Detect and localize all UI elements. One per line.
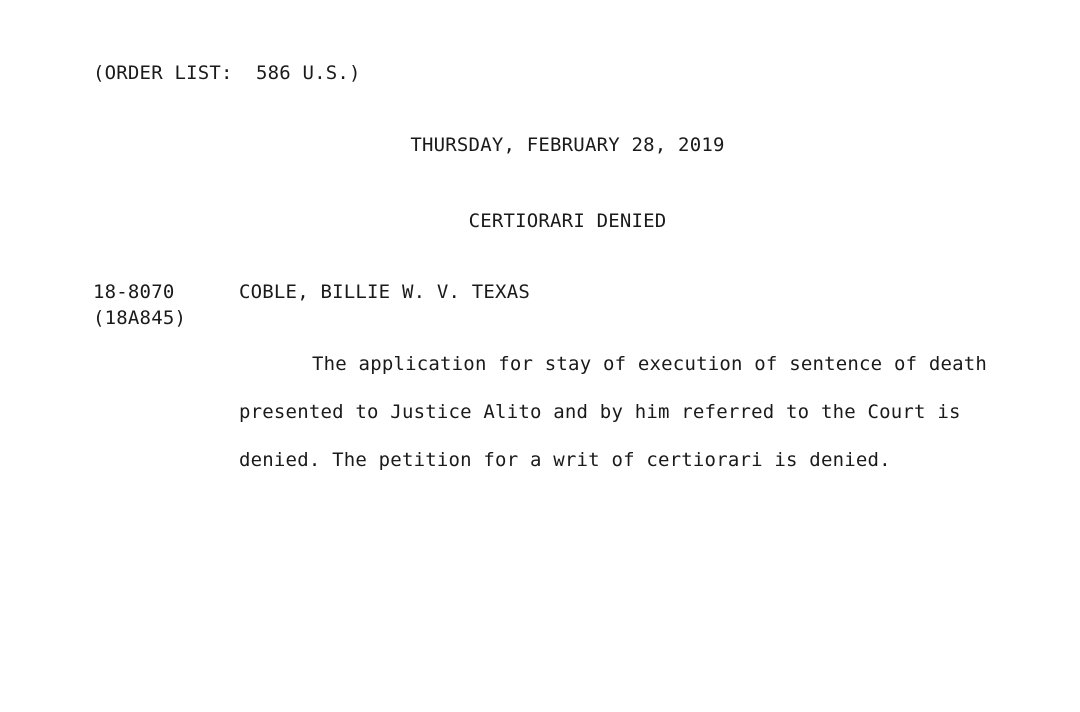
date-heading: THURSDAY, FEBRUARY 28, 2019 [410,134,725,156]
application-number: (18A845) [93,307,187,329]
docket-number: 18-8070 [93,281,175,303]
section-heading: CERTIORARI DENIED [468,210,667,232]
case-caption: COBLE, BILLIE W. V. TEXAS [239,281,530,303]
order-list-header: (ORDER LIST: 586 U.S.) [93,62,361,84]
order-text-line: denied. The petition for a writ of certiorari is denied. [239,449,891,471]
order-text-line: The application for stay of execution of sentence of death [312,353,988,375]
order-text-line: presented to Justice Alito and by him referred to the Court is [239,401,961,423]
